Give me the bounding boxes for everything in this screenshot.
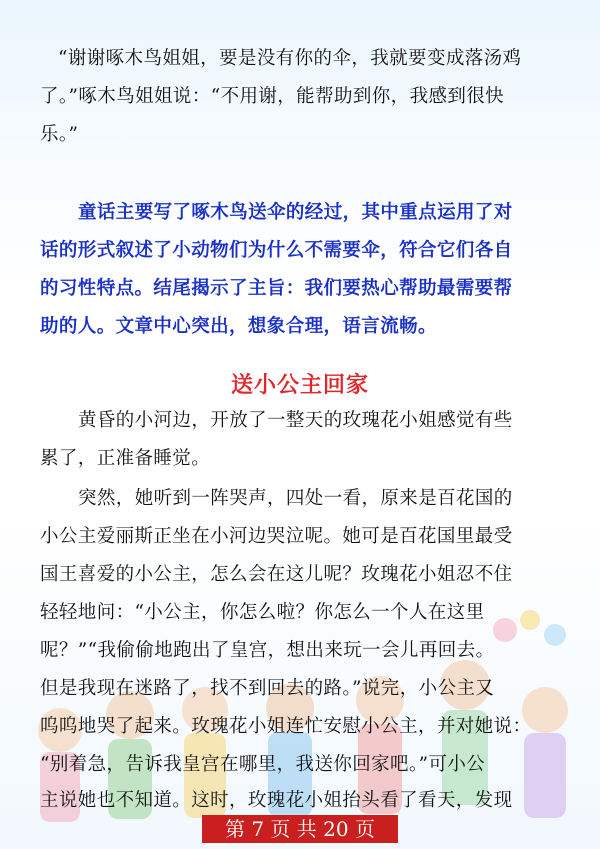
story-p1-line-2: 累了，正准备睡觉。	[40, 448, 211, 469]
commentary-line-1: 童话主要写了啄木鸟送伞的经过，其中重点运用了对	[78, 202, 513, 223]
dialogue-line-3: 乐。”	[40, 124, 79, 145]
story-p1-line-1: 黄昏的小河边，开放了一整天的玫瑰花小姐感觉有些	[78, 410, 513, 431]
commentary-line-4: 助的人。文章中心突出，想象合理，语言流畅。	[40, 316, 437, 337]
commentary-line-3: 的习性特点。结尾揭示了主旨：我们要热心帮助最需要帮	[40, 278, 513, 299]
story-p2-line-8: “别着急，告诉我皇宫在哪里，我送你回家吧。”可小公	[40, 754, 486, 775]
story-p2-line-6: 但是我现在迷路了，找不到回去的路。”说完，小公主又	[40, 678, 495, 699]
story-p2-line-5: 呢？”“我偷偷地跑出了皇宫，想出来玩一会儿再回去。	[40, 640, 495, 661]
dialogue-line-2: 了。”啄木鸟姐姐说：“不用谢，能帮助到你，我感到很快	[40, 86, 505, 107]
story-p2-line-1: 突然，她听到一阵哭声，四处一看，原来是百花国的	[78, 488, 513, 509]
story-p2-line-3: 国王喜爱的小公主，怎么会在这儿呢？玫瑰花小姐忍不住	[40, 564, 513, 585]
story-p2-line-4: 轻轻地问：“小公主，你怎么啦？你怎么一个人在这里	[40, 602, 485, 623]
story-p2-line-2: 小公主爱丽斯正坐在小河边哭泣呢。她可是百花国里最受	[40, 526, 513, 547]
commentary-line-2: 话的形式叙述了小动物们为什么不需要伞，符合它们各自	[40, 240, 513, 261]
page-number-footer	[202, 815, 398, 843]
dialogue-line-1: “谢谢啄木鸟姐姐，要是没有你的伞，我就要变成落汤鸡	[58, 48, 522, 69]
story-p2-line-7: 呜呜地哭了起来。玫瑰花小姐连忙安慰小公主，并对她说：	[40, 716, 532, 737]
story-title: 送小公主回家	[230, 372, 369, 398]
story-p2-line-9: 主说她也不知道。这时，玫瑰花小姐抬头看了看天，发现	[40, 790, 513, 811]
page-number-label: 第 7 页 共 20 页	[225, 817, 375, 841]
